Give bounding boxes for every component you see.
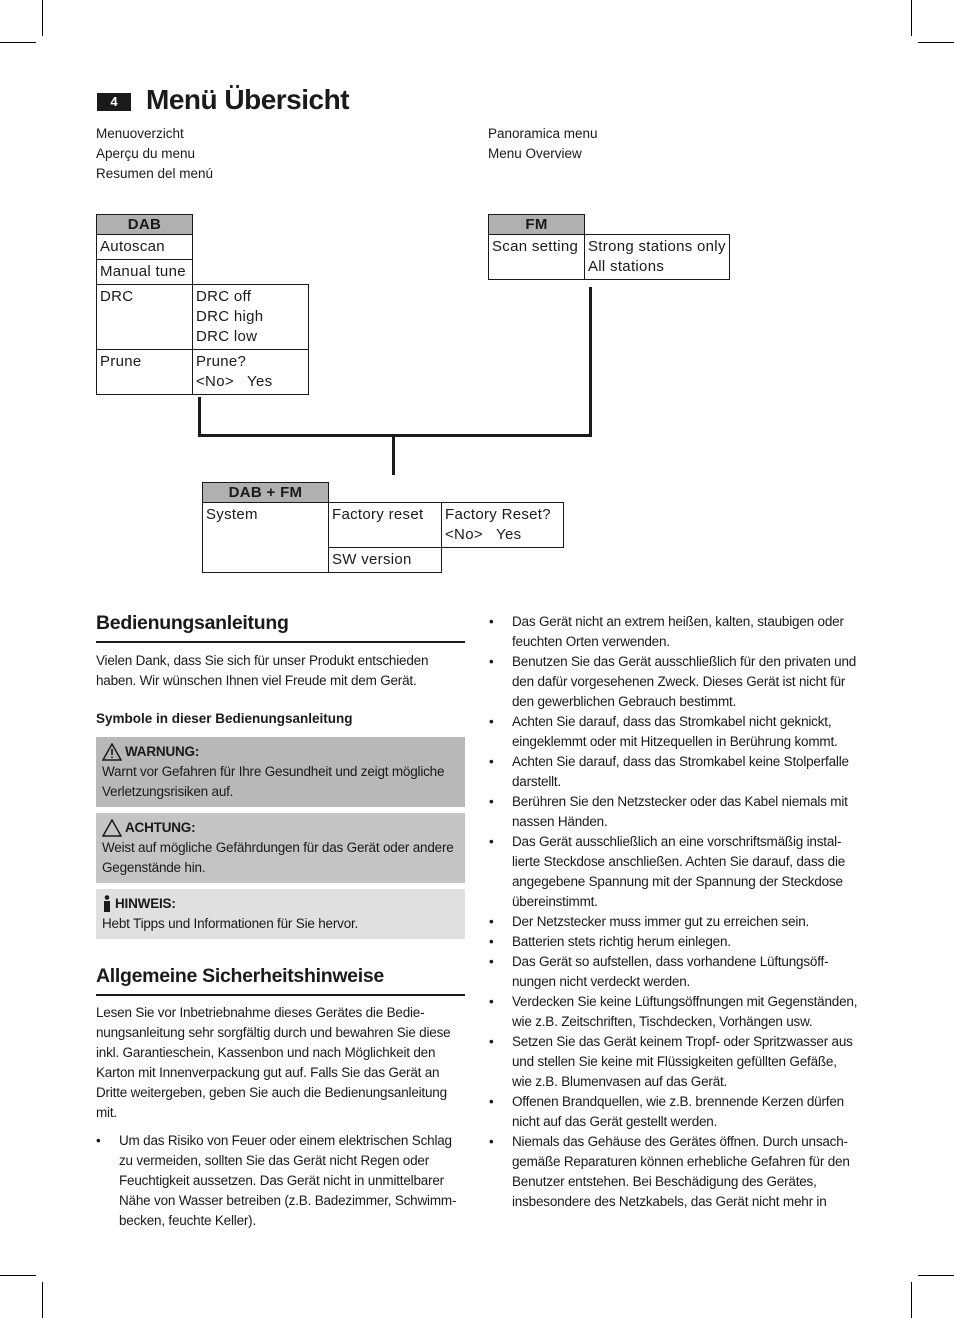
translation-nl: Menuoverzicht [96, 126, 184, 141]
connector-line [198, 434, 592, 437]
connector-line [589, 287, 592, 437]
warning-box [96, 737, 465, 807]
dabfm-sw-version: SW version [329, 548, 442, 573]
warning-label: WARNUNG: [125, 744, 200, 759]
section-title-sicherheitshinweise: Allgemeine Sicherheitshinweise [96, 965, 384, 987]
fm-menu-table [488, 214, 730, 280]
crop-mark [911, 1282, 912, 1318]
hint-text: Hebt Tipps und Informationen für Sie hervor. [102, 916, 359, 931]
symbols-heading: Symbole in dieser Bedienungsanleitung [96, 711, 353, 726]
drc-option: DRC high [196, 308, 264, 325]
crop-mark [918, 42, 954, 43]
connector-line [392, 437, 395, 475]
crop-mark [42, 1282, 43, 1318]
safety-list-right [489, 612, 859, 1212]
dab-header: DAB [97, 215, 193, 235]
list-item: • Um das Risiko von Feuer oder einem elektrischen Schlag zu vermeiden, sollten Sie das Gerät nicht Regen oder Feuchtigkeit aussetzen. Das Gerät nicht in unmittelbarer Nähe von Wasser betreiben (z.B. Badezimmer, Schwimmbecken, feuchte Keller). [96, 1131, 465, 1231]
list-item: • Setzen Sie das Gerät keinem Tropf- oder Spritzwasser aus und stellen Sie keine mit Flüssigkeiten gefüllten Gefäße, wie z.B. Blumenvasen auf das Gerät. [489, 1032, 859, 1092]
warning-triangle-icon [102, 743, 122, 761]
dab-drc-options [193, 285, 309, 350]
translation-es: Resumen del menú [96, 166, 214, 181]
hint-label: HINWEIS: [115, 896, 176, 911]
translation-en: Menu Overview [488, 146, 582, 161]
dab-prune-options [193, 350, 309, 395]
list-item: • Das Gerät ausschließlich an eine vorschriftsmäßig installierte Steckdose anschließen. Achten Sie darauf, dass die angegebene Spannung mit der Spannung der Steckdose übereinstimmt. [489, 832, 859, 912]
dab-prune: Prune [97, 350, 193, 395]
drc-option: DRC low [196, 328, 258, 345]
safety-list-left [96, 1131, 465, 1231]
dab-manual-tune: Manual tune [97, 260, 193, 285]
caution-box [96, 813, 465, 883]
translation-fr: Aperçu du menu [96, 146, 196, 161]
list-item: • Benutzen Sie das Gerät ausschließlich für den privaten und den dafür vorgesehenen Zweck. Dieses Gerät ist nicht für den gewerblichen Gebrauch bestimmt. [489, 652, 859, 712]
drc-option: DRC off [196, 288, 252, 305]
caution-label: ACHTUNG: [125, 820, 196, 835]
dab-drc: DRC [97, 285, 193, 350]
list-item: • Achten Sie darauf, dass das Stromkabel keine Stolperfalle darstellt. [489, 752, 859, 792]
list-item: • Offenen Brandquellen, wie z.B. brennende Kerzen dürfen nicht auf das Gerät gestellt werden. [489, 1092, 859, 1132]
title-translations-right [488, 124, 598, 164]
page-title: Menü Übersicht [146, 84, 350, 115]
caution-triangle-icon [102, 819, 122, 837]
section-rule [96, 994, 465, 996]
section-title-bedienungsanleitung: Bedienungsanleitung [96, 612, 289, 634]
scan-option: All stations [588, 258, 665, 275]
list-item: • Achten Sie darauf, dass das Stromkabel nicht geknickt, eingeklemmt oder mit Hitzequellen in Berührung kommt. [489, 712, 859, 752]
page-number: 4 [97, 93, 131, 111]
warning-text: Warnt vor Gefahren für Ihre Gesundheit und zeigt mögliche Verletzungsrisiken auf. [102, 764, 445, 799]
safety-intro-text: Lesen Sie vor Inbetriebnahme dieses Gerätes die Bedienungsanleitung sehr sorgfältig durch und bewahren Sie diese inkl. Garantieschein, Kassenbon und nach Möglichkeit den Karton mit Innenverpackung gut auf. Falls Sie das Gerät an Dritte weitergeben, geben Sie auch die Bedienungsanleitung mit. [96, 1005, 451, 1120]
list-item: • Der Netzstecker muss immer gut zu erreichen sein. [489, 912, 859, 932]
scan-option: Strong stations only [588, 238, 726, 255]
dabfm-menu-table [202, 482, 564, 573]
hint-box [96, 889, 465, 939]
dabfm-header: DAB + FM [203, 483, 329, 503]
info-icon [102, 895, 112, 913]
crop-mark [0, 42, 36, 43]
crop-mark [0, 1275, 36, 1276]
crop-mark [918, 1275, 954, 1276]
list-item: • Das Gerät nicht an extrem heißen, kalten, staubigen oder feuchten Orten verwenden. [489, 612, 859, 652]
prune-option: <No> Yes [196, 373, 273, 390]
list-item: • Batterien stets richtig herum einlegen. [489, 932, 859, 952]
crop-mark [911, 0, 912, 36]
fm-header: FM [489, 215, 585, 235]
translation-it: Panoramica menu [488, 126, 598, 141]
dabfm-system: System [203, 503, 329, 573]
connector-line [198, 397, 201, 437]
crop-mark [42, 0, 43, 36]
dabfm-factory-reset-options [442, 503, 564, 548]
title-translations-left [96, 124, 213, 184]
factory-reset-option: Factory Reset? [445, 506, 551, 523]
fm-scan-options [585, 235, 730, 280]
list-item: • Das Gerät so aufstellen, dass vorhandene Lüftungsöffnungen nicht verdeckt werden. [489, 952, 859, 992]
dabfm-factory-reset: Factory reset [329, 503, 442, 548]
list-item: • Niemals das Gehäuse des Gerätes öffnen. Durch unsachgemäße Reparaturen können erhebliche Gefahren für den Benutzer entstehen. Bei Beschädigung des Gerätes, insbesondere des Netzkabels, das Gerät nicht mehr in [489, 1132, 859, 1212]
caution-text: Weist auf mögliche Gefährdungen für das Gerät oder andere Gegenstände hin. [102, 840, 454, 875]
list-item: • Verdecken Sie keine Lüftungsöffnungen mit Gegenständen, wie z.B. Zeitschriften, Tischdecken, Vorhängen usw. [489, 992, 859, 1032]
prune-option: Prune? [196, 353, 247, 370]
factory-reset-option: <No> Yes [445, 526, 522, 543]
section-rule [96, 641, 465, 643]
list-item: • Berühren Sie den Netzstecker oder das Kabel niemals mit nassen Händen. [489, 792, 859, 832]
dab-autoscan: Autoscan [97, 235, 193, 260]
dab-menu-table [96, 214, 309, 395]
fm-scan-setting: Scan setting [489, 235, 585, 280]
intro-text: Vielen Dank, dass Sie sich für unser Produkt entschieden haben. Wir wünschen Ihnen viel Freude mit dem Gerät. [96, 653, 429, 688]
